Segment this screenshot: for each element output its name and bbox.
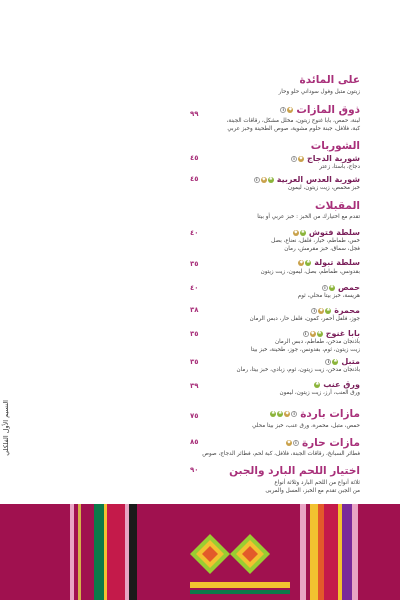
desc-mazat-taste-2: كبة، فلافل، جبنة حلوم مشوية، صوص الطحينة وخبز عربي — [227, 126, 360, 132]
price-muhammara: ٣٨ — [190, 306, 199, 314]
desc-lentil-soup: خبز محمص، زيت زيتون، ليمون — [288, 185, 360, 191]
starters-intro: تقدم مع اختيارك من الخبز : خبز عربي أو بيتا — [257, 214, 360, 220]
section-desc-table: زيتون متبل وفول سوداني حلو وحار — [278, 89, 360, 95]
cold-mazat-label: مازات باردة — [300, 408, 360, 420]
desc-fattoush-1: خس، طماطم، خيار، فلفل، نعناع، بصل — [271, 238, 360, 244]
item-chicken-soup — [291, 154, 360, 163]
item-vine-leaves — [314, 380, 360, 389]
gluten-icon: i — [280, 107, 286, 113]
vegetarian-icon: ♣ — [315, 381, 320, 387]
stripe — [78, 504, 81, 600]
desc-muhammara: جوز، فلفل أحمر، كمون، فلفل حار، دبس الرمان — [249, 316, 360, 322]
item-name: ورق عنب — [323, 380, 360, 389]
nut-icon: ◆ — [294, 229, 298, 235]
stripe — [342, 504, 352, 600]
nut-icon: ◆ — [285, 411, 289, 416]
hot-mazat-label: مازات حارة — [301, 437, 360, 449]
nut-icon: ◆ — [262, 176, 266, 182]
vegetarian-icon: ♣ — [329, 284, 334, 290]
nut-icon: ◆ — [299, 155, 303, 161]
section-title-soups: الشوربات — [310, 140, 360, 152]
desc-chicken-soup: دجاج، باستا، زعتر — [319, 164, 360, 170]
price-hot-mazat: ٨٥ — [190, 438, 199, 446]
desc-moutabal: باذنجان مدخن، زيت زيتون، ثوم، زبادي، خبز بيتا، رمان — [236, 367, 360, 373]
side-caption: النسيم الأول الفلكلي — [2, 400, 10, 456]
item-muhammara — [311, 306, 360, 315]
desc-fattoush-2: فجل، سماق، خبز مقرمش، رمان — [284, 246, 360, 252]
price-moutabal: ٣٥ — [190, 358, 199, 366]
vegetarian-icon: ♣ — [300, 229, 305, 235]
dietary-icons — [325, 359, 338, 365]
price-hummus: ٤٠ — [190, 284, 199, 292]
item-name: حمص — [337, 283, 360, 292]
nut-icon: ◆ — [287, 440, 291, 445]
desc-baba-ghanoush-1: باذنجان مدخن، طماطم، دبس الرمان — [274, 339, 360, 345]
desc-tabbouleh: بقدونس، طماطم، بصل، ليمون، زيت زيتون — [260, 269, 360, 275]
decorative-band — [0, 504, 400, 600]
dietary-icons — [254, 177, 274, 183]
gluten-icon: i — [322, 285, 328, 291]
dietary-icons — [322, 285, 335, 291]
price-cold-cuts: ٩٠ — [190, 466, 199, 474]
section-title-cold-mazat — [270, 408, 360, 420]
desc-baba-ghanoush-2: زيت زيتون، ثوم، بقدونس، جوز، طحينة، خبز بيتا — [250, 347, 360, 353]
dietary-icons — [311, 308, 331, 314]
stripe — [324, 504, 338, 600]
stripe — [107, 504, 125, 600]
section-title-cold-cuts: اختيار اللحم البارد والجبن — [229, 465, 360, 477]
stripe — [137, 504, 157, 600]
desc-cold-cuts-1: ثلاثة أنواع من اللحم البارد وثلاثة أنواع — [274, 480, 360, 486]
vegetarian-icon: ♣ — [326, 307, 331, 313]
vegetarian-icon: ♣ — [278, 411, 283, 416]
desc-cold-mazat: حمص، متبل، محمرة، ورق عنب، خبز بيتا محلي — [252, 423, 360, 429]
stripe — [310, 504, 318, 600]
stripe — [300, 504, 306, 600]
price-mazat-taste: ٩٩ — [190, 110, 199, 118]
stripe — [94, 504, 104, 600]
nut-icon: ◆ — [319, 307, 323, 313]
mazat-taste-label: ذوق المازات — [296, 104, 360, 116]
price-tabbouleh: ٣٥ — [190, 260, 199, 268]
price-chicken-soup: ٤٥ — [190, 154, 199, 162]
vegetarian-icon: ♣ — [268, 176, 273, 182]
dietary-icons — [291, 156, 304, 162]
desc-cold-cuts-2: من الجبن تقدم مع الخبز، العسل والمربى — [265, 488, 360, 494]
item-hummus — [322, 283, 360, 292]
nut-icon: ◆ — [299, 259, 304, 265]
item-name: شوربة الدجاج — [306, 154, 360, 163]
section-title-table: على المائدة — [299, 74, 360, 86]
price-fattoush: ٤٠ — [190, 229, 199, 237]
stripe — [70, 504, 74, 600]
section-title-mazat-taste — [280, 104, 360, 116]
stripe — [0, 504, 70, 600]
gluten-icon: i — [293, 440, 299, 446]
item-moutabal — [325, 357, 360, 366]
price-vine-leaves: ٣٩ — [190, 382, 199, 390]
price-baba-ghanoush: ٣٥ — [190, 330, 199, 338]
item-name: شوربة العدس العربية — [276, 175, 360, 184]
vegetarian-icon: ♣ — [306, 259, 311, 265]
desc-hot-mazat: فطائر السبانخ، رقاقات الجبنة، فلافل، كبة لحم، فطائر الدجاج، صوص — [202, 451, 360, 457]
item-name: بابا غنوج — [325, 329, 360, 338]
price-lentil-soup: ٤٥ — [190, 175, 199, 183]
gluten-icon: i — [303, 331, 309, 337]
gluten-icon: i — [254, 177, 260, 183]
dietary-icons — [298, 260, 311, 266]
stripe — [129, 504, 137, 600]
price-cold-mazat: ٧٥ — [190, 412, 199, 420]
item-lentil-soup — [254, 175, 360, 184]
dietary-icons — [280, 107, 293, 113]
dietary-icons — [314, 382, 320, 388]
nut-icon: ◆ — [288, 107, 293, 112]
gluten-icon: i — [325, 359, 331, 365]
dietary-icons — [270, 411, 297, 417]
item-name: محمرة — [334, 306, 360, 315]
stripe — [358, 504, 400, 600]
desc-vine-leaves: ورق العنب، أرز، زيت زيتون، ليمون — [279, 390, 360, 396]
item-baba-ghanoush — [303, 329, 360, 338]
section-title-starters: المقبلات — [315, 200, 360, 212]
desc-mazat-taste-1: لبنة، حمص، بابا غنوج زيتون، مخلل مشكل، رقاقات الجبنة، — [226, 118, 360, 124]
item-fattoush — [293, 228, 360, 237]
vegetarian-icon: ♣ — [271, 411, 276, 416]
section-title-hot-mazat — [286, 437, 360, 449]
ornament-pattern — [190, 504, 290, 600]
gluten-icon: i — [291, 411, 297, 417]
item-name: سلطة تبولة — [314, 258, 360, 267]
dietary-icons — [303, 331, 323, 337]
dietary-icons — [293, 230, 306, 236]
nut-icon: ◆ — [310, 330, 315, 336]
dietary-icons — [286, 440, 299, 446]
item-tabbouleh — [298, 258, 360, 267]
gluten-icon: i — [311, 308, 317, 314]
vegetarian-icon: ♣ — [317, 330, 322, 336]
gluten-icon: i — [291, 156, 297, 162]
item-name: سلطة فتوش — [308, 228, 360, 237]
vegetarian-icon: ♣ — [333, 358, 338, 364]
item-name: متبل — [341, 357, 360, 366]
desc-hummus: هريسة، خبز بيتا محلي، ثوم — [297, 293, 360, 299]
